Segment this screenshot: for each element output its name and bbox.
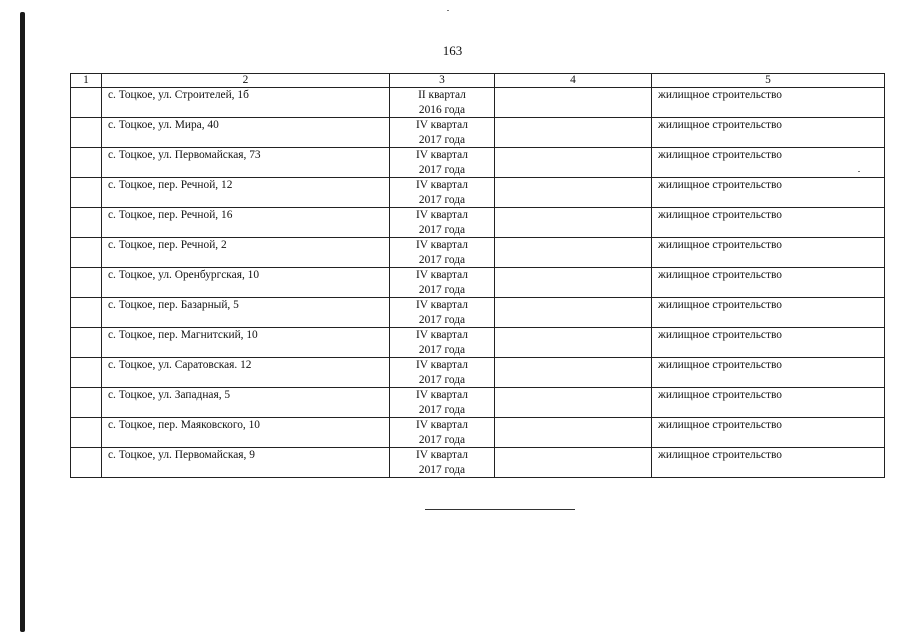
period-quarter: IV квартал bbox=[416, 119, 468, 131]
land-plots-table bbox=[70, 73, 885, 478]
period-quarter: II квартал bbox=[418, 89, 466, 101]
period-year: 2017 года bbox=[418, 163, 466, 176]
period-year: 2017 года bbox=[418, 433, 466, 446]
purpose-cell bbox=[652, 328, 885, 358]
scan-speck bbox=[447, 10, 449, 11]
purpose-cell bbox=[652, 178, 885, 208]
table-body bbox=[71, 88, 885, 478]
scan-edge-shadow bbox=[20, 12, 25, 632]
column-header: 5 bbox=[652, 74, 885, 88]
address-text: с. Тоцкое, ул. Строителей, 1б bbox=[108, 89, 249, 101]
row-number-cell bbox=[71, 448, 102, 478]
table-row bbox=[71, 88, 885, 118]
purpose-text: жилищное строительство bbox=[658, 209, 782, 221]
purpose-text: жилищное строительство bbox=[658, 89, 782, 101]
purpose-cell bbox=[652, 298, 885, 328]
column-4-cell bbox=[495, 238, 652, 268]
period-quarter: IV квартал bbox=[416, 299, 468, 311]
row-number-cell bbox=[71, 298, 102, 328]
period-year: 2017 года bbox=[418, 403, 466, 416]
column-header: 2 bbox=[102, 74, 390, 88]
table-row bbox=[71, 118, 885, 148]
address-text: с. Тоцкое, ул. Западная, 5 bbox=[108, 389, 231, 401]
table-row bbox=[71, 178, 885, 208]
period-year: 2017 года bbox=[418, 373, 466, 386]
address-cell bbox=[102, 448, 390, 478]
purpose-text: жилищное строительство bbox=[658, 449, 782, 461]
purpose-cell bbox=[652, 448, 885, 478]
address-text: с. Тоцкое, ул. Первомайская, 73 bbox=[108, 149, 261, 161]
period-year: 2017 года bbox=[418, 343, 466, 356]
column-4-cell bbox=[495, 118, 652, 148]
period-quarter: IV квартал bbox=[416, 269, 468, 281]
period-cell bbox=[390, 208, 495, 238]
address-cell bbox=[102, 238, 390, 268]
row-number-cell bbox=[71, 418, 102, 448]
purpose-text: жилищное строительство bbox=[658, 389, 782, 401]
address-cell bbox=[102, 298, 390, 328]
purpose-cell bbox=[652, 268, 885, 298]
row-number-cell bbox=[71, 388, 102, 418]
row-number-cell bbox=[71, 178, 102, 208]
table-row bbox=[71, 298, 885, 328]
purpose-cell bbox=[652, 208, 885, 238]
row-number-cell bbox=[71, 148, 102, 178]
purpose-text: жилищное строительство bbox=[658, 239, 782, 251]
address-text: с. Тоцкое, ул. Первомайская, 9 bbox=[108, 449, 255, 461]
period-quarter: IV квартал bbox=[416, 149, 468, 161]
address-text: с. Тоцкое, пер. Магнитский, 10 bbox=[108, 329, 258, 341]
period-year: 2017 года bbox=[418, 283, 466, 296]
period-quarter: IV квартал bbox=[416, 449, 468, 461]
period-year: 2017 года bbox=[418, 463, 466, 476]
table-row bbox=[71, 238, 885, 268]
column-4-cell bbox=[495, 388, 652, 418]
period-year: 2017 года bbox=[418, 193, 466, 206]
column-4-cell bbox=[495, 148, 652, 178]
address-cell bbox=[102, 88, 390, 118]
table-row bbox=[71, 448, 885, 478]
purpose-cell bbox=[652, 148, 885, 178]
column-4-cell bbox=[495, 418, 652, 448]
column-4-cell bbox=[495, 178, 652, 208]
purpose-text: жилищное строительство bbox=[658, 359, 782, 371]
period-cell bbox=[390, 328, 495, 358]
table-row bbox=[71, 358, 885, 388]
table-row bbox=[71, 148, 885, 178]
address-cell bbox=[102, 418, 390, 448]
page-number: 163 bbox=[442, 43, 463, 58]
period-quarter: IV квартал bbox=[416, 329, 468, 341]
address-cell bbox=[102, 178, 390, 208]
table-header-row bbox=[71, 74, 885, 88]
column-4-cell bbox=[495, 208, 652, 238]
address-cell bbox=[102, 268, 390, 298]
period-cell bbox=[390, 388, 495, 418]
column-4-cell bbox=[495, 298, 652, 328]
address-cell bbox=[102, 118, 390, 148]
address-text: с. Тоцкое, пер. Речной, 16 bbox=[108, 209, 233, 221]
period-year: 2017 года bbox=[418, 253, 466, 266]
period-quarter: IV квартал bbox=[416, 209, 468, 221]
table-row bbox=[71, 388, 885, 418]
period-cell bbox=[390, 88, 495, 118]
table-row bbox=[71, 208, 885, 238]
period-year: 2017 года bbox=[418, 133, 466, 146]
row-number-cell bbox=[71, 268, 102, 298]
row-number-cell bbox=[71, 118, 102, 148]
row-number-cell bbox=[71, 238, 102, 268]
row-number-cell bbox=[71, 88, 102, 118]
period-cell bbox=[390, 148, 495, 178]
purpose-text: жилищное строительство bbox=[658, 179, 782, 191]
address-cell bbox=[102, 208, 390, 238]
address-text: с. Тоцкое, пер. Базарный, 5 bbox=[108, 299, 239, 311]
address-cell bbox=[102, 358, 390, 388]
period-quarter: IV квартал bbox=[416, 239, 468, 251]
period-cell bbox=[390, 118, 495, 148]
purpose-text: жилищное строительство bbox=[658, 299, 782, 311]
column-4-cell bbox=[495, 358, 652, 388]
address-text: с. Тоцкое, ул. Саратовская. 12 bbox=[108, 359, 252, 371]
address-text: с. Тоцкое, ул. Оренбургская, 10 bbox=[108, 269, 260, 281]
address-text: с. Тоцкое, пер. Маяковского, 10 bbox=[108, 419, 260, 431]
address-cell bbox=[102, 328, 390, 358]
purpose-cell bbox=[652, 238, 885, 268]
address-text: с. Тоцкое, пер. Речной, 12 bbox=[108, 179, 233, 191]
address-cell bbox=[102, 148, 390, 178]
period-cell bbox=[390, 178, 495, 208]
column-header: 1 bbox=[71, 74, 102, 88]
row-number-cell bbox=[71, 358, 102, 388]
purpose-cell bbox=[652, 358, 885, 388]
period-year: 2017 года bbox=[418, 313, 466, 326]
period-cell bbox=[390, 268, 495, 298]
period-quarter: IV квартал bbox=[416, 179, 468, 191]
address-cell bbox=[102, 388, 390, 418]
period-cell bbox=[390, 448, 495, 478]
purpose-cell bbox=[652, 388, 885, 418]
purpose-cell bbox=[652, 418, 885, 448]
table-row bbox=[71, 418, 885, 448]
purpose-text: жилищное строительство bbox=[658, 329, 782, 341]
period-year: 2016 года bbox=[418, 103, 466, 116]
period-quarter: IV квартал bbox=[416, 419, 468, 431]
purpose-cell bbox=[652, 118, 885, 148]
period-quarter: IV квартал bbox=[416, 359, 468, 371]
period-year: 2017 года bbox=[418, 223, 466, 236]
period-cell bbox=[390, 418, 495, 448]
table-row bbox=[71, 268, 885, 298]
column-header: 3 bbox=[390, 74, 495, 88]
row-number-cell bbox=[71, 208, 102, 238]
table-row bbox=[71, 328, 885, 358]
period-cell bbox=[390, 238, 495, 268]
column-4-cell bbox=[495, 448, 652, 478]
purpose-text: жилищное строительство bbox=[658, 419, 782, 431]
purpose-cell bbox=[652, 88, 885, 118]
address-text: с. Тоцкое, ул. Мира, 40 bbox=[108, 119, 219, 131]
purpose-text: жилищное строительство bbox=[658, 149, 782, 161]
address-text: с. Тоцкое, пер. Речной, 2 bbox=[108, 239, 227, 251]
row-number-cell bbox=[71, 328, 102, 358]
column-4-cell bbox=[495, 88, 652, 118]
period-quarter: IV квартал bbox=[416, 389, 468, 401]
purpose-text: жилищное строительство bbox=[658, 119, 782, 131]
end-of-table-rule bbox=[425, 509, 575, 510]
column-4-cell bbox=[495, 268, 652, 298]
purpose-text: жилищное строительство bbox=[658, 269, 782, 281]
column-header: 4 bbox=[495, 74, 652, 88]
column-4-cell bbox=[495, 328, 652, 358]
period-cell bbox=[390, 298, 495, 328]
period-cell bbox=[390, 358, 495, 388]
